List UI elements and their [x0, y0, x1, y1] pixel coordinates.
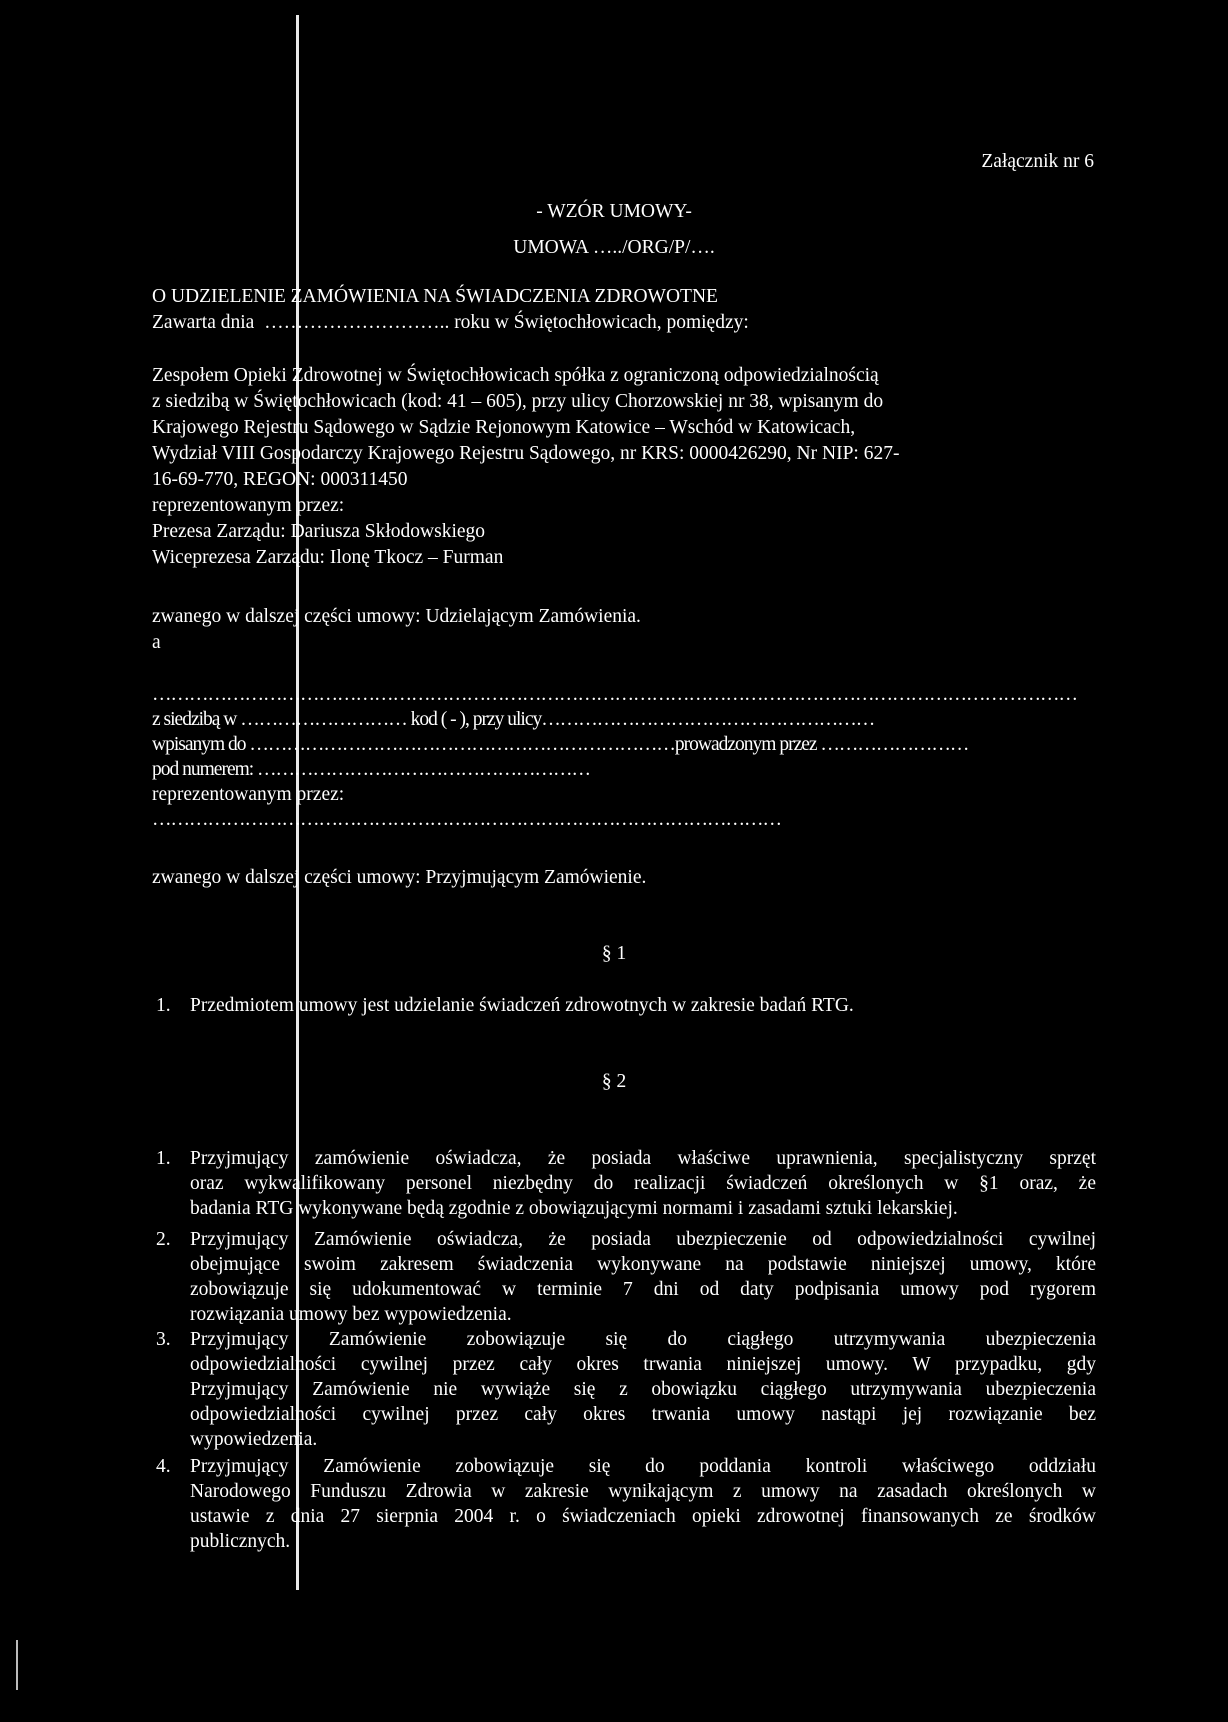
item-text-line: ustawie z dnia 27 sierpnia 2004 r. o świadczeniach opieki zdrowotnej finansowanych ze środków: [190, 1506, 1096, 1527]
item-text-line: zobowiązuje się udokumentować w terminie 7 dni od daty podpisania umowy pod rygorem: [190, 1279, 1096, 1300]
contract-number: UMOWA …../ORG/P/….: [513, 237, 715, 258]
item-text-line: obejmujące swoim zakresem świadczenia wykonywane na podstawie niniejszej umowy, które: [190, 1254, 1096, 1275]
template-label: - WZÓR UMOWY-: [536, 201, 692, 222]
party-one-line: z siedzibą w Świętochłowicach (kod: 41 – 605), przy ulicy Chorzowskiej nr 38, wpisanym do: [152, 391, 884, 412]
party-one-line: 16-69-770, REGON: 000311450: [152, 469, 408, 490]
item-number: 4.: [156, 1456, 171, 1477]
party-two-role: zwanego w dalszej części umowy: Przyjmującym Zamówienie.: [152, 867, 647, 888]
party-two-seat-line: z siedzibą w ……………………… kod ( - ), przy ulicy………………………………………………: [152, 709, 875, 730]
section-2-heading: § 2: [601, 1071, 627, 1092]
section-1-heading: § 1: [601, 943, 627, 964]
contract-title: O UDZIELENIE ZAMÓWIENIA NA ŚWIADCZENIA ZDROWOTNE: [152, 286, 718, 307]
annex-label: Załącznik nr 6: [981, 151, 1094, 172]
item-text-line: odpowiedzialności cywilnej przez cały okres trwania niniejszej umowy. W przypadku, gdy: [190, 1354, 1096, 1375]
party-two-representative-placeholder: …………………………………………………………………………………………: [152, 809, 781, 830]
item-text-line: oraz wykwalifikowany personel niezbędny do realizacji świadczeń określonych w §1 oraz, że: [190, 1173, 1096, 1194]
item-text-line: badania RTG wykonywane będą zgodnie z obowiązującymi normami i zasadami sztuki lekarskiej.: [190, 1198, 958, 1219]
item-number: 1.: [156, 995, 171, 1016]
item-text-line: rozwiązania umowy bez wypowiedzenia.: [190, 1304, 512, 1325]
party-one-line: reprezentowanym przez:: [152, 495, 345, 516]
party-two-register-line: wpisanym do ……………………………………………………………prowadzonym przez ……………………: [152, 734, 969, 755]
party-two-number-line: pod numerem: ………………………………………………: [152, 759, 591, 780]
scan-artifact-speck: [16, 1640, 18, 1690]
party-one-line: Wiceprezesa Zarządu: Ilonę Tkocz – Furman: [152, 547, 504, 568]
item-number: 1.: [156, 1148, 171, 1169]
item-text-line: Przyjmujący zamówienie oświadcza, że posiada właściwe uprawnienia, specjalistyczny sprzęt: [190, 1148, 1096, 1169]
item-number: 3.: [156, 1329, 171, 1350]
party-one-role: zwanego w dalszej części umowy: Udzielającym Zamówienia.: [152, 606, 641, 627]
party-one-line: Krajowego Rejestru Sądowego w Sądzie Rejonowym Katowice – Wschód w Katowicach,: [152, 417, 856, 438]
concluded-line: Zawarta dnia ……………………….. roku w Świętochłowicach, pomiędzy:: [152, 312, 749, 333]
item-text-line: Przyjmujący Zamówienie nie wywiąże się z obowiązku ciągłego utrzymywania ubezpieczenia: [190, 1379, 1096, 1400]
item-text-line: wypowiedzenia.: [190, 1429, 318, 1450]
conjunction: a: [152, 632, 161, 653]
party-one-line: Wydział VIII Gospodarczy Krajowego Rejestru Sądowego, nr KRS: 0000426290, Nr NIP: 627-: [152, 443, 900, 464]
item-text-line: odpowiedzialności cywilnej przez cały okres trwania umowy nastąpi jej rozwiązanie bez: [190, 1404, 1096, 1425]
item-text-line: Przyjmujący Zamówienie zobowiązuje się do poddania kontroli właściwego oddziału: [190, 1456, 1096, 1477]
party-one-line: Prezesa Zarządu: Dariusza Skłodowskiego: [152, 521, 486, 542]
item-text-line: Przyjmujący Zamówienie oświadcza, że posiada ubezpieczenie od odpowiedzialności cywilnej: [190, 1229, 1096, 1250]
party-one-line: Zespołem Opieki Zdrowotnej w Świętochłowicach spółka z ograniczoną odpowiedzialnością: [152, 365, 879, 386]
item-text-line: publicznych.: [190, 1531, 291, 1552]
item-text-line: Narodowego Funduszu Zdrowia w zakresie wynikającym z umowy na zasadach określonych w: [190, 1481, 1096, 1502]
party-two-name-placeholder: ……………………………………………………………………………………………………………………………………: [152, 684, 1077, 705]
item-text-line: Przedmiotem umowy jest udzielanie świadczeń zdrowotnych w zakresie badań RTG.: [190, 995, 854, 1016]
item-number: 2.: [156, 1229, 171, 1250]
party-two-represented: reprezentowanym przez:: [152, 784, 345, 805]
item-text-line: Przyjmujący Zamówienie zobowiązuje się do ciągłego utrzymywania ubezpieczenia: [190, 1329, 1096, 1350]
